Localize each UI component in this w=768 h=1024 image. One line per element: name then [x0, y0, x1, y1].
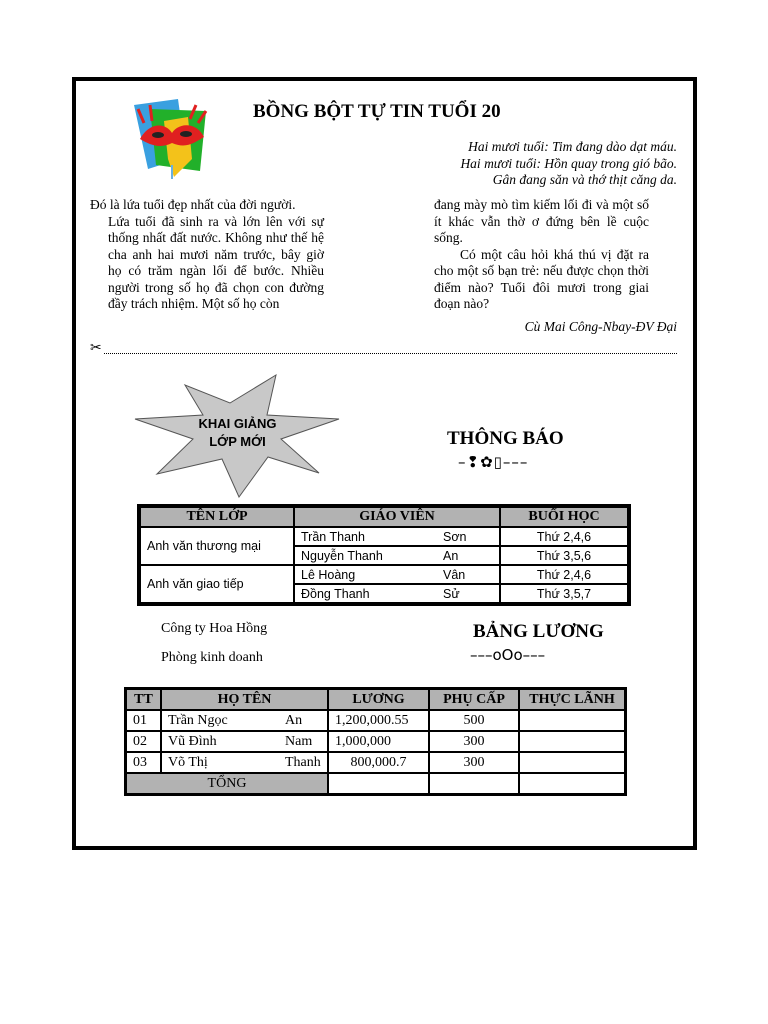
days-cell: Thứ 3,5,6 — [500, 546, 629, 565]
teacher-last-cell: Nguyễn Thanh — [294, 546, 437, 565]
column-header: PHỤ CẤP — [429, 689, 519, 711]
total-luong-cell — [328, 773, 429, 795]
phu-cap-cell: 300 — [429, 752, 519, 773]
article-left-body: Lứa tuổi đã sinh ra và lớn lên với sự thống nhất đất nước. Không như thế hệ cha anh hai mươi năm trước, bây giờ họ có trăm ngàn lối để bước. Nhiều người trong số họ đã chọn con đường đầy trách nhiệm. Một số họ còn — [108, 213, 324, 311]
article-right-body-1: đang mày mò tìm kiếm lối đi và một số ít khác vẫn thờ ơ đứng bên lề cuộc sống. — [434, 197, 649, 245]
phu-cap-cell: 500 — [429, 710, 519, 731]
luong-cell: 800,000.7 — [328, 752, 429, 773]
table-row — [139, 527, 629, 546]
notice-title: THÔNG BÁO — [447, 428, 564, 449]
column-header: GIÁO VIÊN — [294, 506, 500, 527]
class-name-cell: Anh văn thương mại — [139, 527, 294, 565]
cut-line — [90, 340, 677, 357]
luong-cell: 1,000,000 — [328, 731, 429, 752]
starburst-line: LỚP MỚI — [209, 434, 266, 449]
ho-cell: Võ Thị — [161, 752, 279, 773]
teacher-last-cell: Lê Hoàng — [294, 565, 437, 584]
ho-cell: Trần Ngọc — [161, 710, 279, 731]
luong-cell: 1,200,000.55 — [328, 710, 429, 731]
column-header: LƯƠNG — [328, 689, 429, 711]
poem — [420, 139, 677, 189]
salary-title: BẢNG LƯƠNG — [473, 621, 604, 642]
article-first-line: Đó là lứa tuổi đẹp nhất của đời người. — [90, 197, 296, 212]
days-cell: Thứ 2,4,6 — [500, 527, 629, 546]
column-header: THỰC LÃNH — [519, 689, 626, 711]
poem-line: Hai mươi tuổi: Hồn quay trong gió bão. — [460, 155, 677, 171]
table-total-row — [126, 773, 626, 795]
thuc-lanh-cell — [519, 752, 626, 773]
article-right-column — [434, 197, 649, 313]
starburst-label — [180, 415, 295, 451]
column-header: HỌ TÊN — [161, 689, 328, 711]
table-header-row — [126, 689, 626, 711]
company-name: Công ty Hoa Hồng — [161, 621, 268, 636]
tt-cell: 03 — [126, 752, 162, 773]
total-label-cell: TỔNG — [126, 773, 329, 795]
table-row — [126, 752, 626, 773]
total-phu-cap-cell — [429, 773, 519, 795]
table-header-row — [139, 506, 629, 527]
carnival-mask-clipart — [130, 99, 210, 181]
column-header: TÊN LỚP — [139, 506, 294, 527]
table-row — [126, 710, 626, 731]
ten-cell: An — [279, 710, 328, 731]
poem-line: Hai mươi tuổi: Tim đang dào dạt máu. — [468, 139, 677, 154]
table-row — [126, 731, 626, 752]
notice-ornament: –❢✿▯––– — [458, 453, 529, 471]
ho-cell: Vũ Đình — [161, 731, 279, 752]
salary-ornament: –––oOo––– — [470, 646, 546, 664]
scissors-icon: ✂ — [90, 340, 102, 356]
teacher-first-cell: Sơn — [437, 527, 500, 546]
teacher-first-cell: Sử — [437, 584, 500, 604]
total-thuc-lanh-cell — [519, 773, 626, 795]
poem-line: Gân đang săn và thớ thịt căng da. — [492, 172, 677, 187]
ten-cell: Thanh — [279, 752, 328, 773]
phu-cap-cell: 300 — [429, 731, 519, 752]
department-name: Phòng kinh doanh — [161, 650, 263, 665]
table-row — [139, 565, 629, 584]
salary-table — [124, 687, 627, 796]
teacher-first-cell: An — [437, 546, 500, 565]
article-right-body-2: Có một câu hỏi khá thú vị đặt ra cho một số bạn trẻ: nếu được chọn thời điểm nào? Tuổi đôi mươi trong giai đoạn nào? — [434, 246, 649, 311]
article-left-column — [90, 197, 324, 313]
dotted-divider — [104, 353, 677, 354]
teacher-first-cell: Vân — [437, 565, 500, 584]
tt-cell: 01 — [126, 710, 162, 731]
article-author: Cù Mai Công-Nbay-ĐV Đại — [524, 319, 677, 334]
article-title: BỒNG BỘT TỰ TIN TUỔI 20 — [253, 101, 501, 122]
thuc-lanh-cell — [519, 710, 626, 731]
class-name-cell: Anh văn giao tiếp — [139, 565, 294, 604]
tt-cell: 02 — [126, 731, 162, 752]
starburst-line: KHAI GIẢNG — [198, 416, 277, 431]
column-header: TT — [126, 689, 162, 711]
column-header: BUỔI HỌC — [500, 506, 629, 527]
teacher-last-cell: Đồng Thanh — [294, 584, 437, 604]
days-cell: Thứ 3,5,7 — [500, 584, 629, 604]
days-cell: Thứ 2,4,6 — [500, 565, 629, 584]
class-schedule-table — [137, 504, 631, 606]
teacher-last-cell: Trần Thanh — [294, 527, 437, 546]
thuc-lanh-cell — [519, 731, 626, 752]
ten-cell: Nam — [279, 731, 328, 752]
